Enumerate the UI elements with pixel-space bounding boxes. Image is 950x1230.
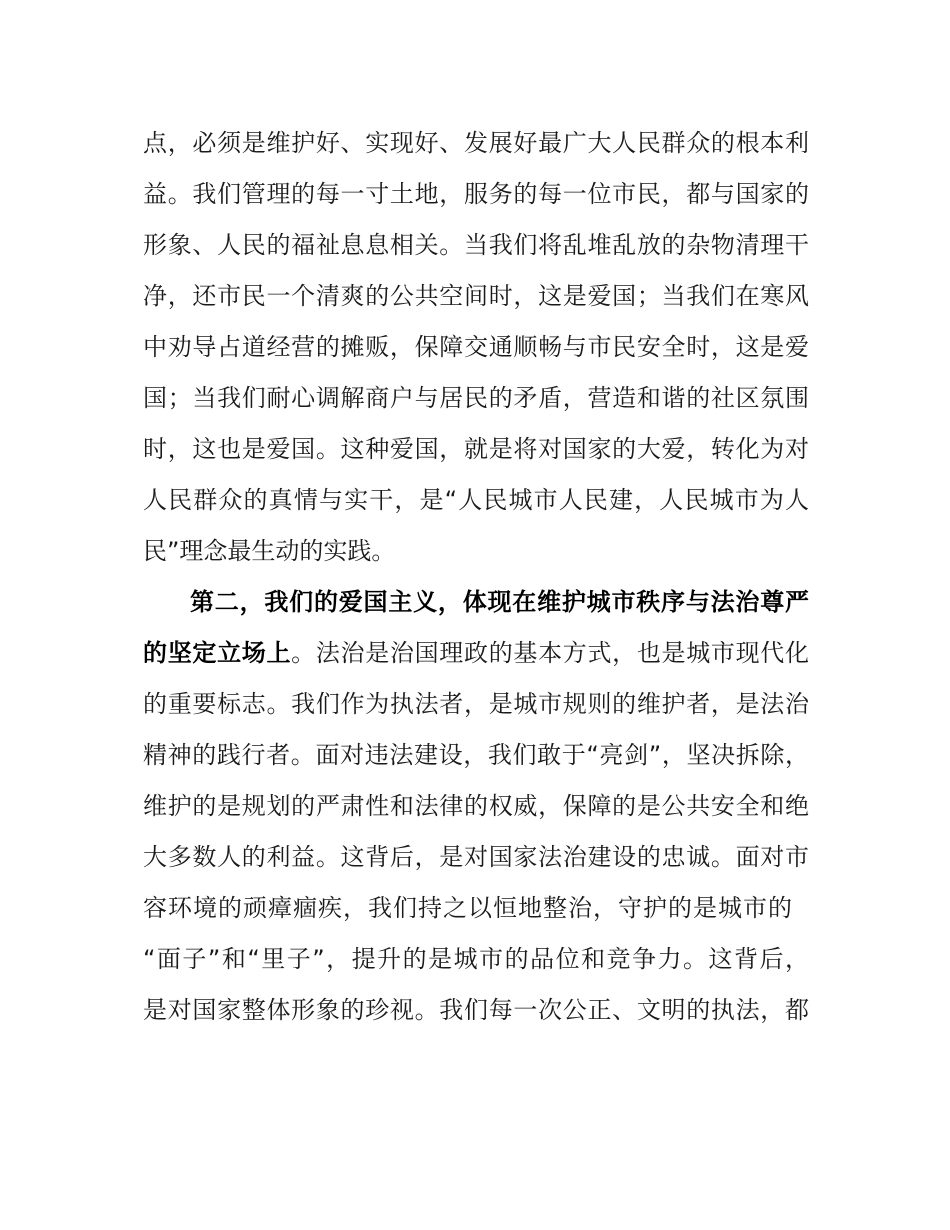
- text-line: 国；当我们耐心调解商户与居民的矛盾，营造和谐的社区氛围: [143, 384, 809, 412]
- text-line: 净，还市民一个清爽的公共空间时，这是爱国；当我们在寒风: [143, 282, 809, 310]
- paragraph-heading: 第二，我们的爱国主义，体现在维护城市秩序与法治尊严: [190, 588, 809, 616]
- text-line: [143, 638, 809, 668]
- text-line: 大多数人的利益。这背后，是对国家法治建设的忠诚。面对市: [143, 843, 809, 871]
- text-line: 是对国家整体形象的珍视。我们每一次公正、文明的执法，都: [143, 996, 809, 1024]
- text-line: 的重要标志。我们作为执法者，是城市规则的维护者，是法治: [143, 690, 809, 718]
- text-segment: 。法治是治国理政的基本方式，也是城市现代化: [291, 639, 810, 667]
- text-line: 益。我们管理的每一寸土地，服务的每一位市民，都与国家的: [143, 180, 809, 208]
- text-line: 民”理念最生动的实践。: [143, 537, 396, 565]
- text-line: 形象、人民的福祉息息相关。当我们将乱堆乱放的杂物清理干: [143, 231, 809, 259]
- text-line: 时，这也是爱国。这种爱国，就是将对国家的大爱，转化为对: [143, 435, 809, 463]
- text-line: 精神的践行者。面对违法建设，我们敢于“亮剑”，坚决拆除，: [143, 741, 809, 769]
- heading-continuation: 的坚定立场上: [143, 639, 292, 667]
- text-line: “面子”和“里子”，提升的是城市的品位和竞争力。这背后，: [143, 945, 809, 973]
- text-line: 容环境的顽瘴痼疾，我们持之以恒地整治，守护的是城市的: [143, 894, 793, 922]
- text-line: 人民群众的真情与实干，是“人民城市人民建，人民城市为人: [143, 486, 809, 514]
- text-line: 维护的是规划的严肃性和法律的权威，保障的是公共安全和绝: [143, 792, 809, 820]
- text-line: 点，必须是维护好、实现好、发展好最广大人民群众的根本利: [143, 129, 809, 157]
- text-line: 中劝导占道经营的摊贩，保障交通顺畅与市民安全时，这是爱: [143, 333, 809, 361]
